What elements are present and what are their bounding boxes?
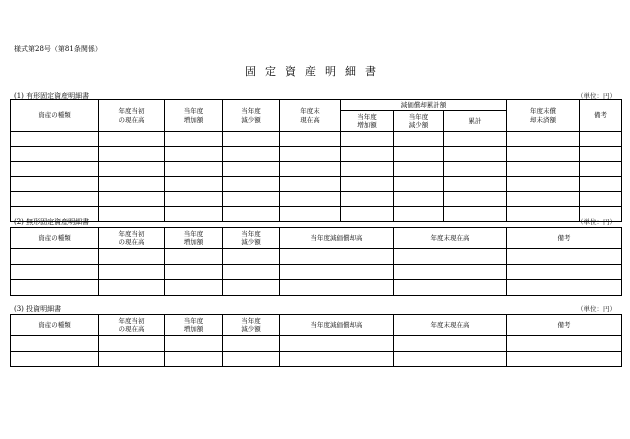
- header-remarks: 備考: [507, 228, 622, 249]
- table-row: [11, 336, 622, 352]
- header-current-depreciation: 当年度減価償却高: [280, 315, 394, 336]
- tangible-unit-label: （単位：円）: [577, 92, 616, 100]
- investment-section-title: (3) 投資明細書: [14, 305, 62, 313]
- header-end-balance: 年度末現在高: [394, 315, 507, 336]
- header-remarks: 備考: [580, 100, 622, 132]
- table-row: [11, 132, 622, 147]
- intangible-assets-table: [10, 227, 622, 296]
- header-increase: 当年度 増加額: [165, 315, 223, 336]
- investment-blank-rows: [11, 336, 622, 367]
- table-row: [11, 351, 622, 367]
- tangible-section-title: (1) 有形固定資産明細書: [14, 92, 90, 100]
- header-asset-type: 資産の種類: [11, 100, 99, 132]
- table-row: [11, 264, 622, 280]
- table-row: [11, 177, 622, 192]
- header-accumulated-depreciation: 減価償却累計額: [341, 100, 507, 111]
- header-accum-total: 累計: [444, 111, 507, 132]
- investment-table: [10, 314, 622, 367]
- document-title: 固定資産明細書: [245, 65, 385, 78]
- header-dep-increase: 当年度 増加額: [341, 111, 394, 132]
- table-row: [11, 207, 622, 222]
- header-decrease: 当年度 減少額: [223, 315, 280, 336]
- header-end-balance: 年度末 現在高: [280, 100, 341, 132]
- header-asset-type: 資産の種類: [11, 228, 99, 249]
- header-begin-balance: 年度当初 の現在高: [99, 315, 165, 336]
- header-begin-balance: 年度当初 の現在高: [99, 100, 165, 132]
- header-current-depreciation: 当年度減価償却高: [280, 228, 394, 249]
- table-row: [11, 162, 622, 177]
- header-increase: 当年度 増加額: [165, 228, 223, 249]
- header-decrease: 当年度 減少額: [223, 228, 280, 249]
- investment-unit-label: （単位：円）: [577, 305, 616, 313]
- header-net-end-balance: 年度末償 却未済額: [507, 100, 580, 132]
- header-begin-balance: 年度当初 の現在高: [99, 228, 165, 249]
- table-row: [11, 280, 622, 296]
- intangible-unit-label: （単位：円）: [577, 218, 616, 226]
- header-dep-decrease: 当年度 減少額: [394, 111, 444, 132]
- table-row: [11, 147, 622, 162]
- header-increase: 当年度 増加額: [165, 100, 223, 132]
- form-number: 様式第28号（第81条関係）: [14, 45, 102, 53]
- table-row: [11, 192, 622, 207]
- intangible-section-title: (2) 無形固定資産明細書: [14, 218, 90, 226]
- header-remarks: 備考: [507, 315, 622, 336]
- header-decrease: 当年度 減少額: [223, 100, 280, 132]
- table-row: [11, 249, 622, 265]
- intangible-blank-rows: [11, 249, 622, 296]
- tangible-blank-rows: [11, 132, 622, 222]
- header-end-balance: 年度末現在高: [394, 228, 507, 249]
- tangible-assets-table: [10, 99, 622, 222]
- header-asset-type: 資産の種類: [11, 315, 99, 336]
